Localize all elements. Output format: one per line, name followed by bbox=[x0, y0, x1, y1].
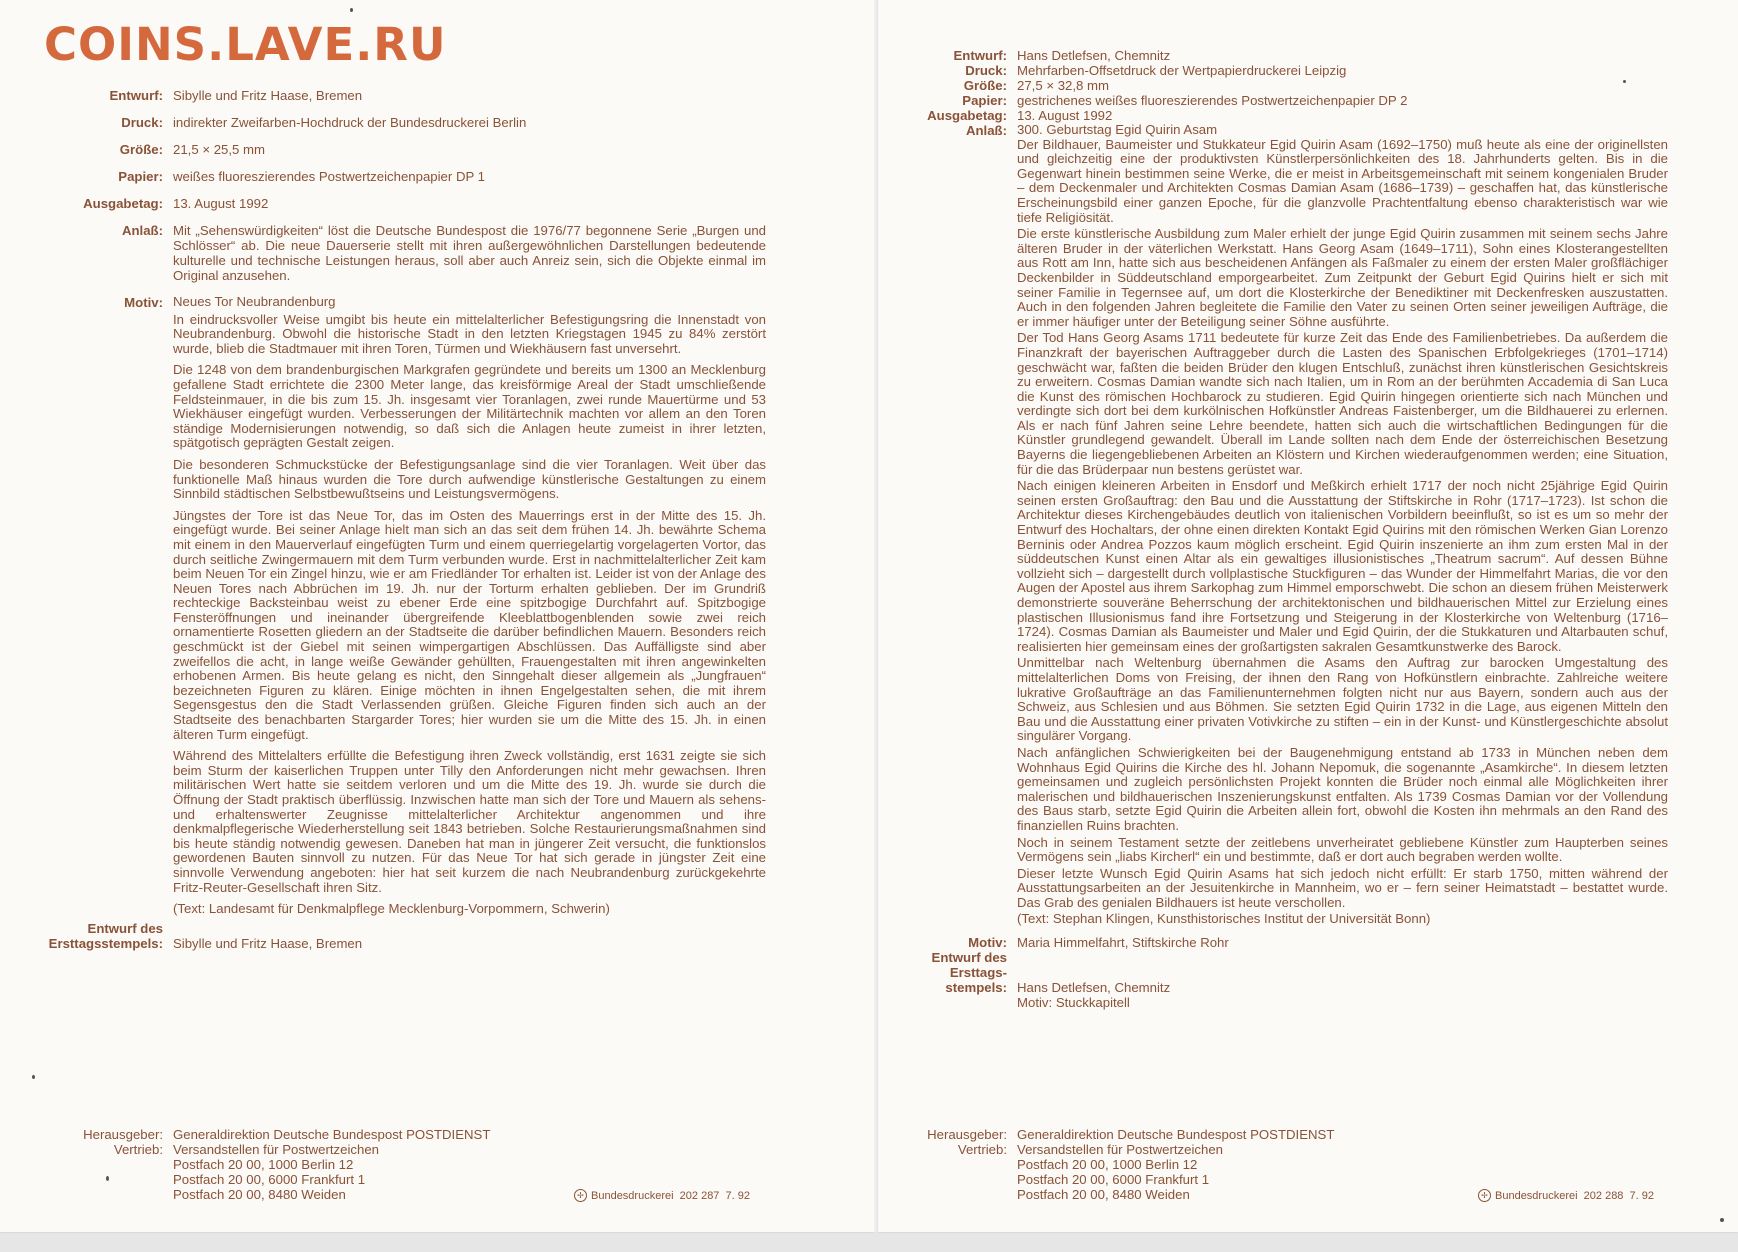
herausgeber-value: Generaldirektion Deutsche Bundespost POSTDIENST bbox=[1017, 1127, 1335, 1142]
motiv-row bbox=[908, 935, 1668, 950]
meta-value: weißes fluoreszierendes Postwertzeichenpapier DP 1 bbox=[173, 169, 486, 184]
text-credit: (Text: Stephan Klingen, Kunsthistorisches Institut der Universität Bonn) bbox=[1017, 911, 1431, 927]
body-paragraph: Der Bildhauer, Baumeister und Stukkateur Egid Quirin Asam (1692–1750) muß heute als eine der originellsten und gleichzeitig eine der produktivsten Künstlerpersönlichkeiten des 18. Jahrhunderts gelten. Bis in die Gegenwart hinein bestimmen seine Werke, die er meist in Arbeitsgemeinschaft mit seinem kongenialen Bruder – dem Deckenmaler und Architekten Cosmas Damian Asam (1686–1739) – geschaffen hat, das künstlerische Erscheinungsbild einer ganzen Epoche, für die glanzvolle Prachtentfaltung ebenso charakteristisch war wie tiefe Religiösität. bbox=[1017, 136, 1668, 225]
vertrieb-label: Vertrieb: bbox=[957, 1142, 1007, 1157]
meta-label: Ausgabetag: bbox=[927, 108, 1007, 123]
motiv-label: Motiv: bbox=[124, 295, 163, 310]
body-paragraph: Nach einigen kleineren Arbeiten in Ensdorf und Meßkirch erhielt 1717 der noch nicht 25jährige Egid Quirin seinen ersten Großauftrag: den Bau und die Ausstattung der Stiftskirche in Rohr (1717–1723). Ist schon die Architektur dieses Kirchengebäudes deutlich von italienischen Vorbildern beeinflußt, so ist es um so mehr der Entwurf des Hochaltars, der ohne einen direkten Kontakt Egid Quirins mit den römischen Werken Gian Lorenzo Berninis oder Andrea Pozzos kaum möglich erscheint. Egid Quirin inszenierte an ihm zum ersten Mal in der süddeutschen Kunst einen Altar als ein gewaltiges illusionistisches „Theatrum sacrum“. Auf dessen Bühne vollzieht sich – dargestellt durch vollplastische Stuckfiguren – das Wunder der Himmelfahrt Marias, die vor den Augen der Apostel aus ihrem Sarkophag zum Himmel emporschwebt. Die schon an diesem frühen Meisterwerk demonstrierte souveräne Beherrschung der architektonischen und bildhauerischen Mittel zur Erzielung eines plastischen Illusionismus fand ihre Fortsetzung und Steigerung in der Klosterkirche von Weltenburg (1716–1724). Cosmas Damian als Baumeister und Maler und Egid Quirin, der die Stukkaturen und Altarbauten schuf, realisierten hier gemeinsam eines der großartigsten sakralen Gesamtkunstwerke des Barock. bbox=[1017, 478, 1668, 654]
stempel-value: Hans Detlefsen, Chemnitz bbox=[1017, 980, 1171, 996]
motiv-value: Maria Himmelfahrt, Stiftskirche Rohr bbox=[1017, 935, 1229, 951]
meta-value: 13. August 1992 bbox=[173, 196, 269, 211]
bundesdruckerei-logo-icon: ✢ bbox=[1478, 1189, 1491, 1202]
meta-label: Größe: bbox=[119, 142, 163, 157]
body-paragraph: Nach anfänglichen Schwierigkeiten bei der Baugenehmigung entstand ab 1733 in München neben dem Wohnhaus Egid Quirins die Kirche des hl. Johann Nepomuk, die sogenannte „Asamkirche“. In diesem letzten gemeinsamen und zugleich persönlichsten Projekt konnten die Brüder noch einmal alle Möglichkeiten ihrer malerischen und bildhauerischen Inszenierungskunst entfalten. Als 1739 Cosmas Damian vor der Vollendung des Baus starb, setzte Egid Quirin die Arbeiten allein fort, obwohl die Kosten ihn mehrmals an den Rand des finanziellen Ruins brachten. bbox=[1017, 744, 1668, 833]
stempel-motiv: Motiv: Stuckkapitell bbox=[1017, 995, 1130, 1011]
meta-row bbox=[908, 78, 1668, 93]
meta-label: Entwurf: bbox=[109, 88, 163, 103]
anlass-row bbox=[40, 223, 766, 283]
meta-row bbox=[40, 115, 766, 130]
body-paragraph: Die erste künstlerische Ausbildung zum Maler erhielt der junge Egid Quirin zusammen mit seinem sechs Jahre älteren Bruder in der väterlichen Werkstatt. Hans Georg Asam (1649–1711), Sohn eines Klosterangestellten aus Rott am Inn, hatte sich aus bescheidenen Anfängen als Faßmaler zu einem der ersten Maler großflächiger Deckenbilder in Süddeutschland emporgearbeitet. Zum Zeitpunkt der Geburt Egid Quirins hielt er sich mit seiner Familie in Tegernsee auf, um dort die Klosterkirche der Benediktiner mit Deckenfresken auszustatten. Auch in den folgenden Jahren begleitete die Familie den Vater zu seinen Orten seiner jeweiligen Aufträge, die er immer häufiger unter der Beteiligung seiner Söhne ausführte. bbox=[1017, 226, 1668, 329]
paper-speck bbox=[350, 8, 353, 12]
body-paragraph: Dieser letzte Wunsch Egid Quirin Asams hat sich jedoch nicht erfüllt: Er starb 1750, mitten während der Ausstattungsarbeiten an der Jesuitenkirche in Mannheim, wo er – fern seiner Heimatstadt – bestattet wurde. Das Grab des genialen Bildhauers ist heute verschollen. bbox=[1017, 865, 1668, 910]
meta-value: 21,5 × 25,5 mm bbox=[173, 142, 265, 157]
paper-speck bbox=[106, 1176, 109, 1181]
meta-label: Entwurf: bbox=[953, 48, 1007, 63]
body-paragraph: Noch in seinem Testament setzte der zeitlebens unverheiratet gebliebene Künstler zum Haupterben seines Vermögens sein „liabs Kircherl“ ein und bestimmte, daß er dort auch begraben werden wollte. bbox=[1017, 834, 1668, 865]
bundesdruckerei-logo-icon: ✢ bbox=[574, 1189, 587, 1202]
vertrieb-line: Postfach 20 00, 1000 Berlin 12 bbox=[173, 1157, 354, 1172]
vertrieb-label: Vertrieb: bbox=[113, 1142, 163, 1157]
meta-row bbox=[40, 88, 766, 103]
vertrieb-line: Postfach 20 00, 6000 Frankfurt 1 bbox=[1017, 1172, 1210, 1187]
vertrieb-line: Postfach 20 00, 6000 Frankfurt 1 bbox=[173, 1172, 366, 1187]
printer-text: Bundesdruckerei 202 287 7. 92 bbox=[591, 1189, 751, 1202]
anlass-label: Anlaß: bbox=[121, 223, 163, 238]
herausgeber-label: Herausgeber: bbox=[927, 1127, 1007, 1142]
printer-mark bbox=[574, 1189, 750, 1202]
stempel-label-line: Entwurf des bbox=[87, 920, 163, 936]
meta-value: 13. August 1992 bbox=[1017, 108, 1113, 123]
motiv-title: Neues Tor Neubrandenburg bbox=[173, 294, 336, 309]
body-paragraph: In eindrucksvoller Weise umgibt bis heute ein mittelalterlicher Befestigungsring die Innenstadt von Neubrandenburg. Obwohl die historische Stadt in den letzten Kriegstagen 1945 zu 84% zerstört wurde, blieb die Stadtmauer mit ihren Toren, Türmen und Wiekhäusern fast unversehrt. bbox=[173, 311, 766, 356]
vertrieb-line: Postfach 20 00, 8480 Weiden bbox=[1017, 1187, 1190, 1202]
stempel-values bbox=[1017, 950, 1668, 1010]
stempel-value: Sibylle und Fritz Haase, Bremen bbox=[173, 935, 363, 951]
stempel-label-line: Ersttags- bbox=[949, 965, 1007, 981]
body-paragraph: Jüngstes der Tore ist das Neue Tor, das im Osten des Mauerrings erst in der Mitte des 15. Jh. eingefügt wurde. Bei seiner Anlage hielt man sich an das seit dem frühen 14. Jh. bewährte Schema mit einem in den Mauerverlauf eingefügten Turm und einem querriegelartig vorgelagerten Vortor, das durch seitliche Zwingermauern mit dem Turm verbunden wurde. Erst in nachmittelalterlicher Zeit kam beim Neuen Tor ein Zingel hinzu, wie er am Friedländer Tor erhalten ist. Leider ist von der Anlage des Neuen Tores nach Abbrüchen im 19. Jh. nur der Torturm erhalten geblieben. Der im Grundriß rechteckige Backsteinbau weist zu ebener Erde eine spitzbogige Durchfahrt auf. Spitzbogige Fensteröffnungen und ineinander übergreifende Kleeblattbogenblenden sowie zwei reich ornamentierte Rosetten gliedern an der Stadtseite die darüber befindlichen Mauern. Besonders reich geschmückt ist der Giebel mit seinen wimpergartigen Abschlüssen. Das Auffälligste sind aber zweifellos die acht, in lange weiße Gewänder gehüllten, Frauengestalten mit ihren angewinkelten erhobenen Armen. Bis heute gelang es nicht, den Sinngehalt dieser allgemein als „Jungfrauen“ bezeichneten Figuren zu klären. Einige möchten in ihnen Engelgestalten sehen, die mit ihrem Segensgestus den die Stadt Verlassenden grüßen. Gleiche Figuren finden sich auch an der Stadtseite des benachbarten Stargarder Tores; hier wurden sie um die Mitte des 15. Jh. in einen älteren Turm eingefügt. bbox=[173, 507, 766, 742]
stempel-label-line: Ersttagsstempels: bbox=[48, 935, 163, 951]
vertrieb-line: Versandstellen für Postwertzeichen bbox=[173, 1142, 379, 1157]
printer-text: Bundesdruckerei 202 288 7. 92 bbox=[1495, 1189, 1655, 1202]
stempel-label bbox=[908, 950, 1017, 995]
printer-mark bbox=[1478, 1189, 1654, 1202]
body-paragraph: Der Tod Hans Georg Asams 1711 bedeutete für kurze Zeit das Ende des Familienbetriebes. Da außerdem die Finanzkraft der bayerischen Auftraggeber durch die Lasten des Spanischen Erbfolgekrieges (1701–1714) geschwächt war, faßten die beiden Brüder den klugen Entschluß, zunächst ihren künstlerischen Gesichtskreis zu erweitern. Cosmas Damian wandte sich nach Italien, um in Rom an der berühmten Accademia di San Luca die Kunst des römischen Hochbarock zu studieren. Egid Quirin hingegen orientierte sich nach München und verdingte sich dort bei dem kurkölnischen Hofkünstler Andreas Faistenberger, um die Bildhauerei zu erlernen. Als er nach fünf Jahren seine Lehre beendete, hatten sich auch die wirtschaftlichen Bedingungen für die Künstler grundlegend gewandelt. Überall im Lande sollten nach dem Ende der österreichischen Besetzung Bayerns die liegengebliebenen Arbeiten an Klöstern und Kirchen wiederaufgenommen werden; eine Situation, für die das Brüderpaar nun bestens gerüstet war. bbox=[1017, 330, 1668, 477]
watermark: COINS.LAVE.RU bbox=[44, 18, 447, 71]
meta-label: Ausgabetag: bbox=[83, 196, 163, 211]
meta-label: Druck: bbox=[965, 63, 1007, 78]
meta-value: 27,5 × 32,8 mm bbox=[1017, 78, 1109, 93]
text-credit: (Text: Landesamt für Denkmalpflege Mecklenburg-Vorpommern, Schwerin) bbox=[173, 901, 610, 917]
footer-row bbox=[908, 1127, 1668, 1142]
meta-value: Sibylle und Fritz Haase, Bremen bbox=[173, 88, 363, 103]
stempel-row bbox=[908, 950, 1668, 1010]
meta-value: indirekter Zweifarben-Hochdruck der Bundesdruckerei Berlin bbox=[173, 115, 527, 130]
vertrieb-line: Versandstellen für Postwertzeichen bbox=[1017, 1142, 1223, 1157]
stempel-label bbox=[40, 921, 173, 951]
meta-row bbox=[40, 196, 766, 211]
motiv-row bbox=[40, 295, 766, 921]
body-paragraph: Unmittelbar nach Weltenburg übernahmen die Asams den Auftrag zur barocken Umgestaltung des mittelalterlichen Doms von Freising, der ihnen den Rang von Hofkünstlern einbrachte. Zahlreiche weitere lukrative Großaufträge an das Familienunternehmen folgten nicht nur aus Bayern, sondern auch aus der Schweiz, aus Schlesien und aus Böhmen. Sie setzten Egid Quirin 1732 in die Lage, aus eigenen Mitteln den Bau und die Ausstattung einer privaten Votivkirche zu stiften – ein in der Kunst- und Künstlergeschichte absolut singulärer Vorgang. bbox=[1017, 655, 1668, 744]
stempel-label-line: stempels: bbox=[945, 980, 1007, 996]
meta-value: gestrichenes weißes fluoreszierendes Postwertzeichenpapier DP 2 bbox=[1017, 93, 1408, 108]
anlass-body bbox=[1017, 123, 1668, 935]
meta-row bbox=[908, 63, 1668, 78]
meta-row bbox=[40, 142, 766, 157]
vertrieb-line: Postfach 20 00, 8480 Weiden bbox=[173, 1187, 346, 1202]
meta-row bbox=[40, 169, 766, 184]
paper-speck bbox=[1720, 1218, 1724, 1222]
meta-label: Papier: bbox=[962, 93, 1007, 108]
left-content bbox=[40, 88, 766, 951]
anlass-title: 300. Geburtstag Egid Quirin Asam bbox=[1017, 122, 1218, 137]
anlass-row bbox=[908, 123, 1668, 935]
meta-value: Mehrfarben-Offsetdruck der Wertpapierdruckerei Leipzig bbox=[1017, 63, 1347, 78]
stempel-label-line: Entwurf des bbox=[931, 950, 1007, 966]
vertrieb-line: Postfach 20 00, 1000 Berlin 12 bbox=[1017, 1157, 1198, 1172]
herausgeber-label: Herausgeber: bbox=[83, 1127, 163, 1142]
paper-speck bbox=[32, 1075, 35, 1079]
meta-row bbox=[908, 48, 1668, 63]
body-paragraph: Die besonderen Schmuckstücke der Befestigungsanlage sind die vier Toranlagen. Weit über das funktionelle Maß hinaus wurden die Tore durch aufwendige künstlerische Gestaltungen zu einem Sinnbild städtischen Selbstbewußtseins und Leistungsvermögens. bbox=[173, 456, 766, 502]
body-paragraph: Die 1248 von dem brandenburgischen Markgrafen gegründete und bereits um 1300 an Mecklenburg gefallene Stadt errichtete die 2300 Meter lange, das kreisförmige Areal der Stadt umschließende Feldsteinmauer, in die bis zum 15. Jh. insgesamt vier Toranlagen, zwei runde Mauertürme und 53 Wiekhäuser eingefügt wurden. Verbesserungen der Militärtechnik machten vor allem an den Toren ständige Modernisierungen notwendig, so daß sich die Anlagen heute zumeist in ihrer letzten, spätgotisch geprägten Gestalt zeigen. bbox=[173, 362, 766, 451]
anlass-label: Anlaß: bbox=[965, 123, 1007, 138]
right-content bbox=[908, 48, 1668, 1010]
body-paragraph: Während des Mittelalters erfüllte die Befestigung ihren Zweck vollständig, erst 1631 zeigte sie sich beim Sturm der kaiserlichen Truppen unter Tilly den Anforderungen nicht mehr gewachsen. Ihren militärischen Wert hatte sie seitdem verloren und um die Mitte des 19. Jh. wurde sie durch die Öffnung der Stadt praktisch überflüssig. Inzwischen hatte man sich der Tore und Mauern als sehens- und erhaltenswerter Zeugnisse mittelalterlicher Architektur angenommen und ihre denkmalpflegerische Wiederherstellung seit 1843 betrieben. Solche Restaurierungsmaßnahmen sind bis heute ständig notwendig gewesen. Daneben hat man in jüngerer Zeit versucht, die funktionslos gewordenen Bauten sinnvoll zu nutzen. Für das Neue Tor hat sich gerade in jüngster Zeit eine sinnvolle Verwendung angeboten: hier hat seit kurzem die nach Neubrandenburg zurückgekehrte Fritz-Reuter-Gesellschaft ihren Sitz. bbox=[173, 748, 766, 895]
meta-label: Papier: bbox=[118, 169, 163, 184]
motiv-label: Motiv: bbox=[968, 935, 1007, 951]
meta-value: Hans Detlefsen, Chemnitz bbox=[1017, 48, 1171, 63]
meta-label: Größe: bbox=[963, 78, 1007, 93]
stempel-row bbox=[40, 921, 766, 951]
footer-row bbox=[40, 1127, 780, 1142]
meta-label: Druck: bbox=[121, 115, 163, 130]
motiv-body bbox=[173, 295, 766, 921]
herausgeber-value: Generaldirektion Deutsche Bundespost POSTDIENST bbox=[173, 1127, 491, 1142]
meta-row bbox=[908, 108, 1668, 123]
paper-speck bbox=[1623, 80, 1626, 83]
meta-row bbox=[908, 93, 1668, 108]
anlass-text: Mit „Sehenswürdigkeiten“ löst die Deutsche Bundespost die 1976/77 begonnene Serie „Burgen und Schlösser“ ab. Die neue Dauerserie stellt mit ihren außergewöhnlichen Darstellungen bedeutende kulturelle und technische Leistungen heraus, soll aber auch Anreiz sein, sich die Objekte einmal im Original anzusehen. bbox=[173, 223, 766, 283]
